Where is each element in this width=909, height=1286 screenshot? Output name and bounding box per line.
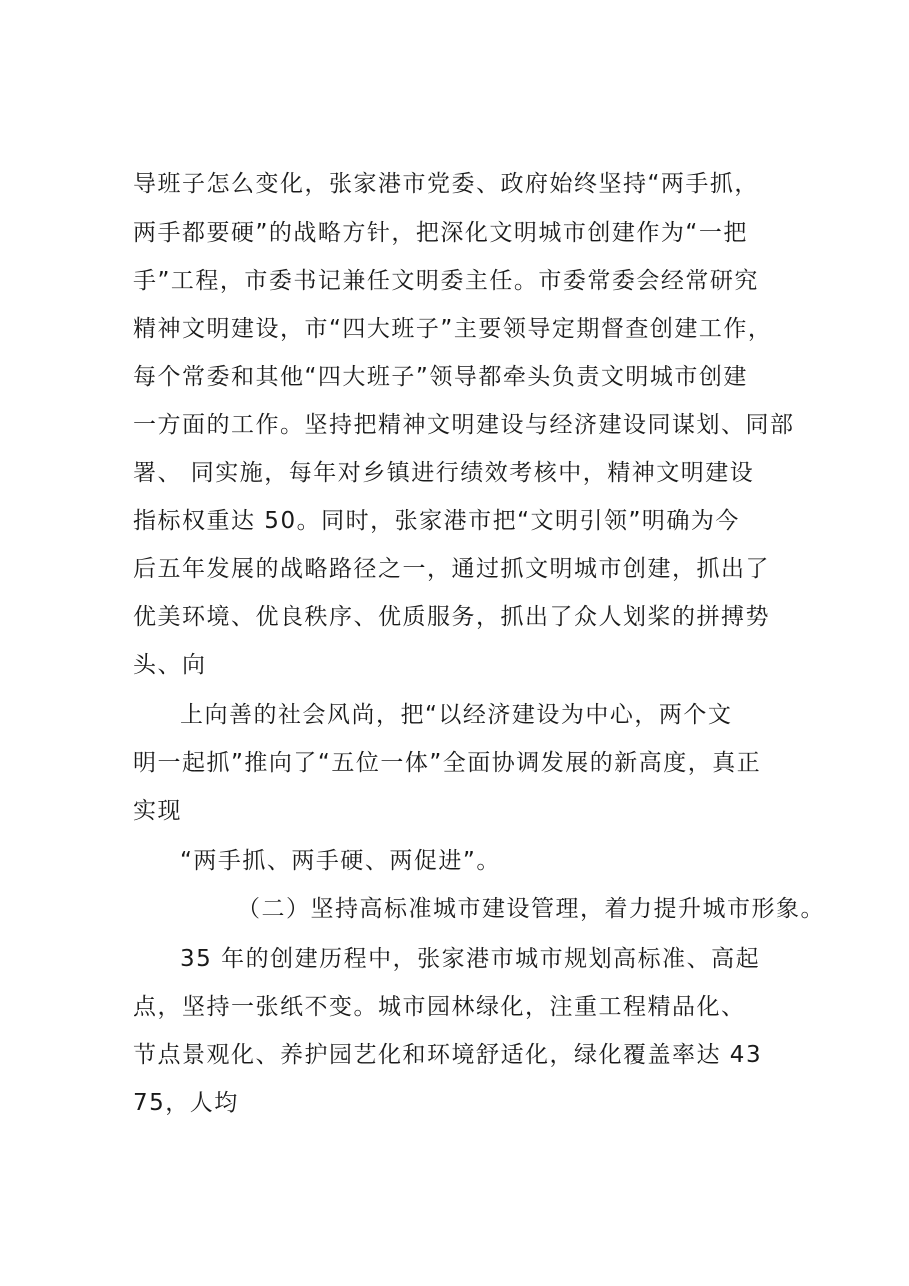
text-line: 手”工程，市委书记兼任文明委主任。市委常委会经常研究 <box>133 268 759 294</box>
text-line: 点，坚持一张纸不变。城市园林绿化，注重工程精品化、 <box>133 994 746 1020</box>
text-line: 署、 同实施，每年对乡镇进行绩效考核中，精神文明建设 <box>133 460 755 486</box>
text-line: 精神文明建设，市“四大班子”主要领导定期督查创建工作， <box>133 316 773 342</box>
text-line: 35 年的创建历程中，张家港市城市规划高标准、高起 <box>180 946 761 972</box>
text-line: 实现 <box>133 798 182 824</box>
text-line: 两手都要硬”的战略方针，把深化文明城市创建作为“一把 <box>133 220 748 246</box>
text-line: 75，人均 <box>133 1090 239 1116</box>
text-line: 每个常委和其他“四大班子”领导都牵头负责文明城市创建 <box>133 364 748 390</box>
text-line: 头、向 <box>133 652 207 678</box>
text-line: “两手抓、两手硬、两促进”。 <box>180 848 501 874</box>
text-line: 导班子怎么变化，张家港市党委、政府始终坚持“两手抓， <box>133 171 759 197</box>
text-line: 明一起抓”推向了“五位一体”全面协调发展的新高度，真正 <box>133 750 762 776</box>
text-line: 节点景观化、养护园艺化和环境舒适化，绿化覆盖率达 43 <box>133 1042 763 1068</box>
text-line: 指标权重达 50。同时，张家港市把“文明引领”明确为今 <box>133 508 740 534</box>
text-line: 上向善的社会风尚，把“以经济建设为中心，两个文 <box>180 702 733 728</box>
text-line: 优美环境、优良秩序、优质服务，抓出了众人划桨的拼搏势 <box>133 604 770 630</box>
text-line: 后五年发展的战略路径之一，通过抓文明城市创建，抓出了 <box>133 556 770 582</box>
section-heading: （二）坚持高标准城市建设管理，着力提升城市形象。 <box>237 896 825 922</box>
text-line: 一方面的工作。坚持把精神文明建设与经济建设同谋划、同部 <box>133 412 795 438</box>
